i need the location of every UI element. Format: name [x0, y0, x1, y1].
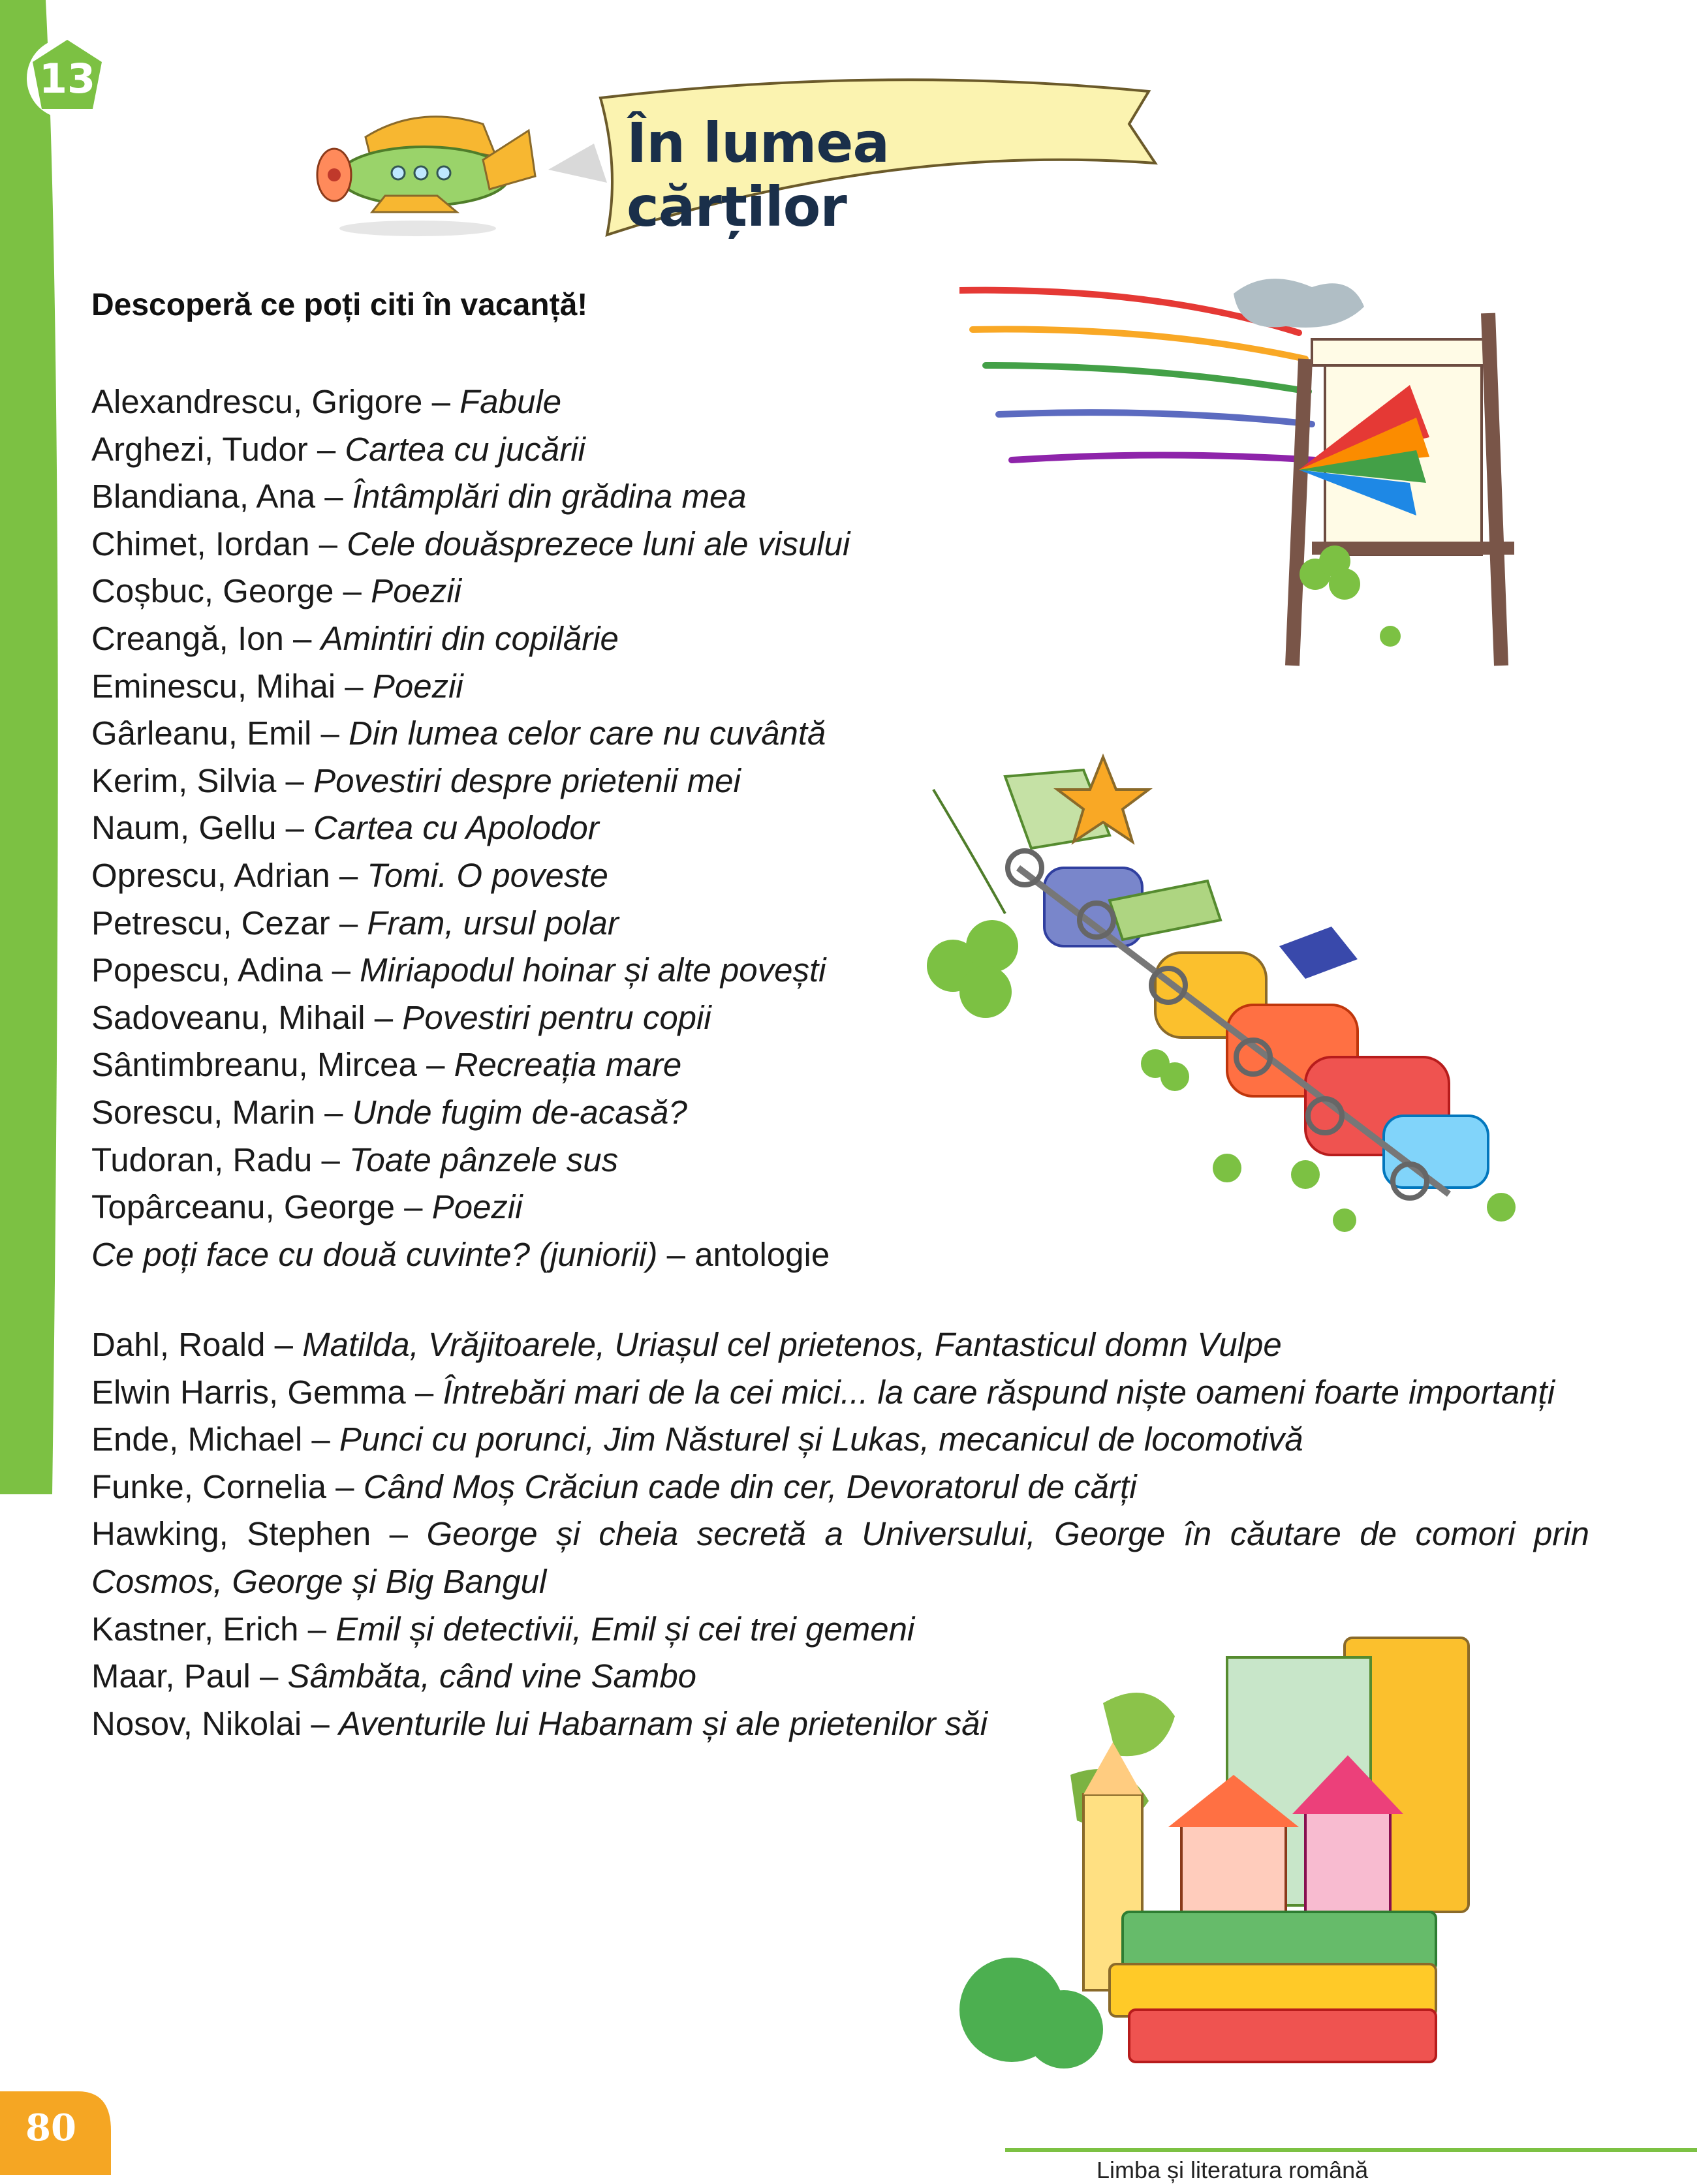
book-author: Petrescu, Cezar	[91, 904, 330, 942]
footer-subject: Limba și literatura română	[1097, 2157, 1369, 2183]
separator: –	[311, 715, 349, 752]
separator: –	[276, 761, 314, 799]
book-author: Hawking, Stephen	[91, 1515, 371, 1553]
separator: –	[422, 383, 460, 420]
page-number: 80	[25, 2106, 76, 2149]
separator: –	[326, 1468, 364, 1505]
book-author: Alexandrescu, Grigore	[91, 383, 423, 420]
book-title: Toate pânzele sus	[349, 1141, 619, 1178]
book-entry	[91, 663, 850, 711]
book-entry	[91, 1184, 850, 1231]
footer-rule	[1005, 2148, 1697, 2152]
book-author: Oprescu, Adrian	[91, 856, 330, 894]
book-author: Creangă, Ion	[91, 619, 284, 657]
book-entry	[91, 473, 850, 521]
separator: –	[302, 1704, 339, 1742]
book-title: Poezii	[371, 572, 461, 610]
book-author: Chimet, Iordan	[91, 525, 310, 562]
book-entry	[91, 852, 850, 900]
book-title: Poezii	[372, 667, 463, 705]
separator: –	[330, 904, 367, 942]
book-title: Sâmbăta, când vine Sambo	[287, 1657, 697, 1695]
book-entry	[91, 426, 850, 474]
separator: –	[250, 1657, 288, 1695]
page-title: În lumea cărților	[627, 111, 890, 239]
book-title: Miriapodul hoinar și alte povești	[360, 951, 826, 989]
separator: –	[276, 809, 314, 847]
book-entry	[91, 615, 850, 663]
book-author: Sorescu, Marin	[91, 1093, 315, 1131]
book-author: Maar, Paul	[91, 1657, 251, 1695]
separator: –	[657, 1235, 695, 1273]
book-author: Popescu, Adina	[91, 951, 323, 989]
book-entry	[91, 378, 850, 426]
book-author: Dahl, Roald	[91, 1326, 266, 1363]
pencils-easel-illustration	[959, 274, 1514, 692]
book-author: Gârleanu, Emil	[91, 715, 312, 752]
book-entry	[91, 1369, 1589, 1417]
separator: –	[283, 619, 321, 657]
separator: –	[330, 856, 367, 894]
book-author: Coșbuc, George	[91, 572, 334, 610]
book-author: Eminescu, Mihai	[91, 667, 336, 705]
plane-illustration	[287, 98, 548, 241]
romanian-book-list	[91, 378, 850, 1278]
separator: –	[416, 1046, 454, 1084]
books-town-illustration	[953, 1612, 1540, 2082]
separator: –	[315, 478, 352, 515]
lesson-number: 13	[39, 54, 96, 102]
book-author: Arghezi, Tudor	[91, 430, 308, 468]
separator: –	[312, 1141, 350, 1178]
book-entry	[91, 805, 850, 852]
book-title: George și cheia secretă a Universului, George în căutare de comori prin Cosmos, George și Big Bangul	[91, 1515, 1589, 1600]
book-entry	[91, 994, 850, 1042]
book-entry	[91, 1041, 850, 1089]
separator: –	[309, 525, 347, 562]
anthology-label: antologie	[694, 1235, 830, 1273]
separator: –	[405, 1373, 443, 1411]
book-entry	[91, 1464, 1589, 1511]
separator: –	[334, 572, 371, 610]
book-entry	[91, 710, 850, 758]
book-author: Topârceanu, George	[91, 1188, 395, 1226]
separator: –	[371, 1515, 427, 1553]
book-title: Povestiri despre prietenii mei	[313, 761, 741, 799]
book-entry	[91, 1416, 1589, 1464]
book-author: Kastner, Erich	[91, 1610, 299, 1648]
book-title: Matilda, Vrăjitoarele, Uriașul cel prietenos, Fantasticul domn Vulpe	[302, 1326, 1282, 1363]
section-subtitle: Descoperă ce poți citi în vacanță!	[91, 288, 588, 322]
book-author: Blandiana, Ana	[91, 478, 316, 515]
book-title: Fram, ursul polar	[367, 904, 619, 942]
book-author: Elwin Harris, Gemma	[91, 1373, 406, 1411]
book-title: Când Moș Crăciun cade din cer, Devoratorul de cărți	[363, 1468, 1137, 1505]
separator: –	[307, 430, 345, 468]
book-title: Emil și detectivii, Emil și cei trei gemeni	[335, 1610, 915, 1648]
book-author: Sadoveanu, Mihail	[91, 998, 366, 1036]
book-title: Poezii	[431, 1188, 523, 1226]
book-title: Cele douăsprezece luni ale visului	[347, 525, 850, 562]
book-entry	[91, 1089, 850, 1137]
anthology-title: Ce poți face cu două cuvinte? (juniorii)	[91, 1235, 658, 1273]
book-title: Fabule	[459, 383, 562, 420]
book-title: Recreația mare	[454, 1046, 682, 1084]
book-title: Cartea cu jucării	[345, 430, 585, 468]
book-author: Ende, Michael	[91, 1421, 303, 1458]
book-title: Punci cu porunci, Jim Năsturel și Lukas, mecanicul de locomotivă	[339, 1421, 1303, 1458]
book-title: Cartea cu Apolodor	[313, 809, 599, 847]
book-author: Nosov, Nikolai	[91, 1704, 302, 1742]
separator: –	[298, 1610, 336, 1648]
book-title: Povestiri pentru copii	[402, 998, 711, 1036]
book-author: Naum, Gellu	[91, 809, 277, 847]
book-entry	[91, 1511, 1589, 1605]
separator: –	[335, 667, 373, 705]
separator: –	[315, 1093, 352, 1131]
book-author: Tudoran, Radu	[91, 1141, 313, 1178]
book-entry	[91, 758, 850, 805]
book-entry	[91, 568, 850, 615]
separator: –	[322, 951, 360, 989]
book-title: Întrebări mari de la cei mici... la care răspund niște oameni foarte importanți	[443, 1373, 1555, 1411]
book-entry	[91, 900, 850, 947]
book-author: Funke, Cornelia	[91, 1468, 327, 1505]
book-title: Unde fugim de-acasă?	[352, 1093, 687, 1131]
book-entry	[91, 1321, 1589, 1369]
book-title: Din lumea celor care nu cuvântă	[349, 715, 826, 752]
book-title: Aventurile lui Habarnam și ale prietenilor săi	[338, 1704, 988, 1742]
book-title: Amintiri din copilărie	[320, 619, 619, 657]
separator: –	[265, 1326, 303, 1363]
separator: –	[394, 1188, 432, 1226]
book-entry	[91, 947, 850, 994]
anthology-entry	[91, 1231, 850, 1279]
book-author: Sântimbreanu, Mircea	[91, 1046, 417, 1084]
book-author: Kerim, Silvia	[91, 761, 277, 799]
side-bar	[0, 0, 62, 1494]
book-train-illustration	[914, 750, 1540, 1259]
separator: –	[302, 1421, 339, 1458]
book-entry	[91, 521, 850, 568]
book-title: Întâmplări din grădina mea	[352, 478, 747, 515]
book-title: Tomi. O poveste	[367, 856, 608, 894]
separator: –	[365, 998, 403, 1036]
book-entry	[91, 1137, 850, 1184]
